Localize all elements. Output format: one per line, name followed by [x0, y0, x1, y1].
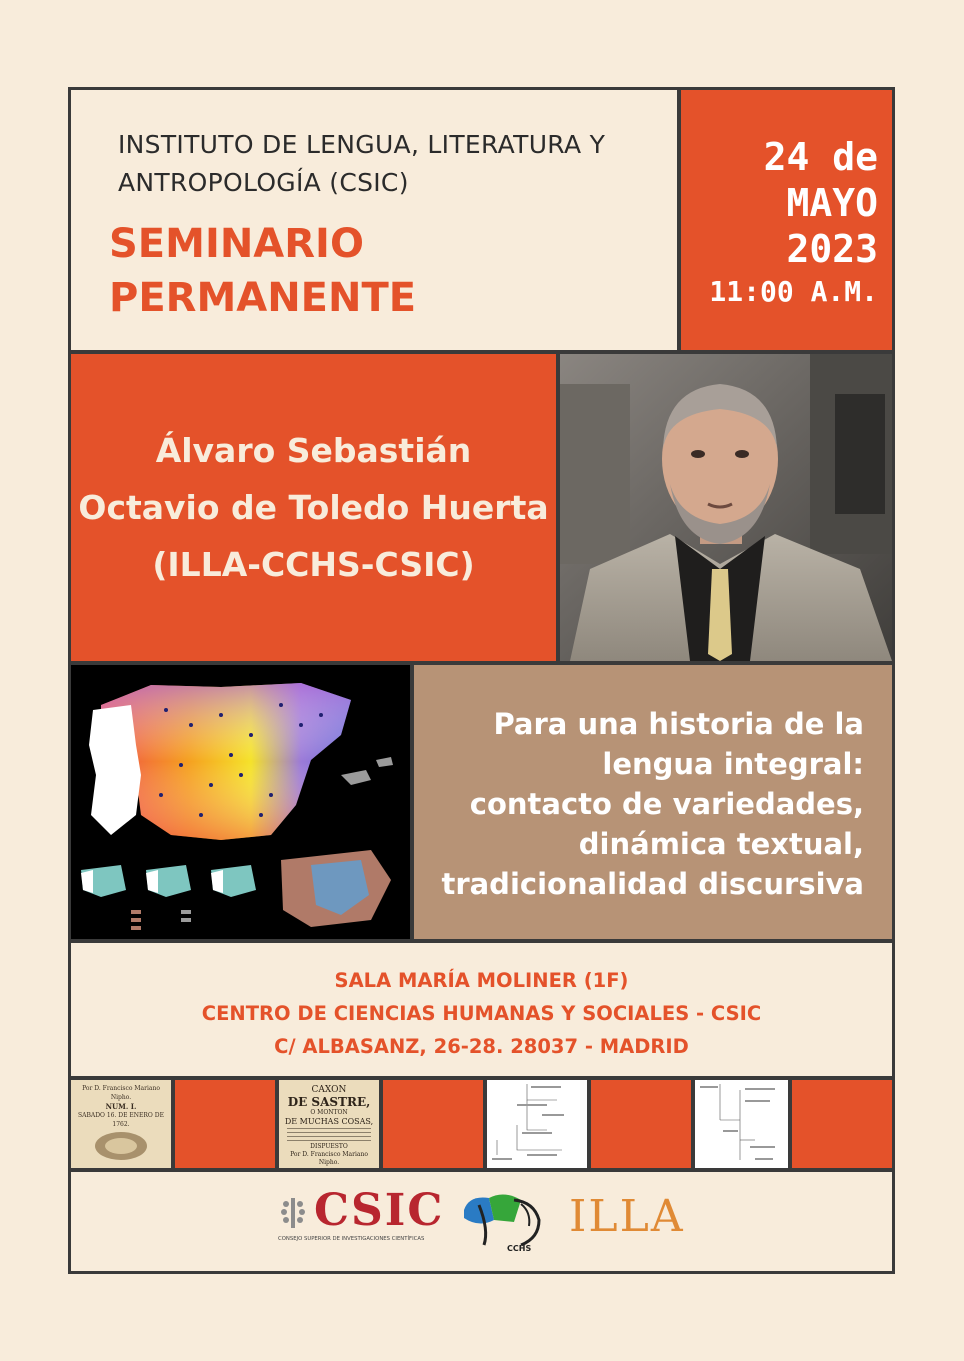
- date-block: [709, 134, 878, 312]
- talk-title-line-4: dinámica textual,: [578, 827, 864, 861]
- date-month: MAYO: [786, 181, 878, 225]
- csic-wordmark: CSIC: [314, 1185, 445, 1236]
- strip-orange-block-3: [591, 1080, 691, 1168]
- doc2-line-6: Por D. Francisco Mariano Nipho.: [290, 1151, 368, 1166]
- cchs-label: CCHS: [507, 1244, 532, 1253]
- speaker-block: [71, 422, 556, 593]
- speaker-panel: [71, 354, 556, 661]
- strip-orange-block-4: [792, 1080, 892, 1168]
- doc2-line-3: O MONTON: [310, 1109, 348, 1116]
- doc2-line-5: DISPUESTO: [310, 1143, 348, 1150]
- talk-title-line-1: Para una historia de la: [493, 707, 864, 741]
- speaker-name-line-1: Álvaro Sebastián: [155, 431, 472, 470]
- speaker-name-line-2: Octavio de Toledo Huerta: [78, 488, 549, 527]
- speaker-portrait-image: [560, 354, 892, 661]
- strip-orange-block-1: [175, 1080, 275, 1168]
- date-year: 2023: [786, 227, 878, 271]
- venue-block: [71, 964, 892, 1063]
- poster-frame: [68, 87, 895, 1274]
- date-time: 11:00 A.M.: [709, 275, 878, 308]
- institute-name: [118, 126, 678, 202]
- institute-line-1: INSTITUTO DE LENGUA, LITERATURA Y: [118, 130, 606, 159]
- doc1-line-1: Por D. Francisco Mariano Nipho.: [82, 1085, 160, 1101]
- doc2-line-4: DE MUCHAS COSAS,: [284, 1117, 374, 1126]
- newspaper-page-thumbnail: [71, 1080, 171, 1168]
- talk-title-line-3: contacto de variedades,: [469, 787, 864, 821]
- timeline-diagram-image-1: [487, 1080, 587, 1168]
- venue-center: CENTRO DE CIENCIAS HUMANAS Y SOCIALES - CSIC: [201, 1002, 762, 1025]
- venue-room: SALA MARÍA MOLINER (1F): [334, 969, 629, 992]
- caxon-de-sastre-thumbnail: [279, 1080, 379, 1168]
- venue-panel: [71, 943, 892, 1076]
- engraving-vignette-image: [76, 1129, 166, 1163]
- csic-logo: [278, 1185, 448, 1242]
- seminar-line-1: SEMINARIO: [109, 221, 364, 267]
- dialect-map-graphic: [71, 665, 410, 939]
- speaker-photo: [560, 354, 892, 661]
- timeline-diagram-thumbnail-2: [695, 1080, 788, 1168]
- talk-title-line-2: lengua integral:: [602, 747, 864, 781]
- talk-title-line-5: tradicionalidad discursiva: [441, 867, 864, 901]
- doc1-line-2: NUM. I.: [105, 1102, 137, 1111]
- seminar-line-2: PERMANENTE: [109, 275, 417, 321]
- cchs-logo: [459, 1190, 553, 1260]
- doc1-line-3: SABADO 16. DE ENERO DE 1762.: [78, 1112, 164, 1128]
- date-panel: [681, 90, 892, 350]
- talk-title: [441, 704, 864, 904]
- csic-caption: CONSEJO SUPERIOR DE INVESTIGACIONES CIENTÍFICAS: [278, 1236, 425, 1242]
- venue-address: C/ ALBASANZ, 26-28. 28037 - MADRID: [274, 1035, 689, 1058]
- institute-line-2: ANTROPOLOGÍA (CSIC): [118, 168, 409, 197]
- illa-logo: ILLA: [569, 1191, 685, 1242]
- doc2-line-2: DE SASTRE,: [287, 1095, 371, 1109]
- documents-strip: [71, 1080, 892, 1168]
- doc2-body-text: [287, 1128, 371, 1142]
- strip-orange-block-2: [383, 1080, 483, 1168]
- logos-panel: [71, 1172, 892, 1271]
- doc2-line-1: CAXON: [311, 1085, 347, 1095]
- date-day: 24 de: [763, 135, 878, 179]
- timeline-diagram-thumbnail-1: [487, 1080, 587, 1168]
- timeline-diagram-image-2: [695, 1080, 788, 1168]
- cchs-emblem-icon: [459, 1190, 553, 1250]
- csic-emblem-icon: [278, 1196, 308, 1232]
- seminar-title: [109, 217, 416, 325]
- map-image: [71, 665, 410, 939]
- talk-panel: [414, 665, 892, 939]
- speaker-affiliation: (ILLA-CCHS-CSIC): [152, 545, 475, 584]
- header-panel: [71, 90, 677, 350]
